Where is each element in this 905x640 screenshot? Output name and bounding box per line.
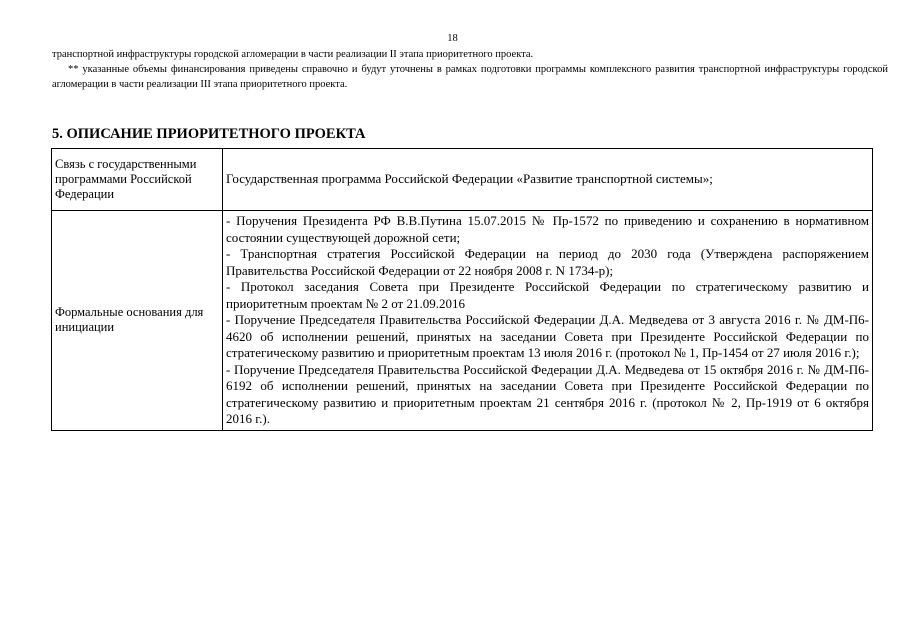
footnote-double-asterisk: ** указанные объемы финансирования приведены справочно и будут уточнены в рамках подготовки программы комплексного развития транспортной инфраструктуры городской агломерации в части реализации III этапа приоритетного проекта. <box>52 64 888 90</box>
row-label-formal-grounds: Формальные основания для инициации <box>52 211 223 431</box>
footnote-continuation: транспортной инфраструктуры городской агломерации в части реализации II этапа приоритетного проекта. <box>52 49 534 60</box>
list-item: - Транспортная стратегия Российской Федерации на период до 2030 года (Утверждена распоряжением Правительства Российской Федерации от 22 ноября 2008 г. N 1734-р); <box>226 246 869 278</box>
list-item: - Поручения Президента РФ В.В.Путина 15.07.2015 № Пр-1572 по приведению и сохранению в нормативном состоянии существующей дорожной сети; <box>226 213 869 245</box>
table-row <box>52 211 873 431</box>
row-content-state-programs: Государственная программа Российской Федерации «Развитие транспортной системы»; <box>223 149 873 211</box>
list-item: - Протокол заседания Совета при Президенте Российской Федерации по стратегическому развитию и приоритетным проектам № 2 от 21.09.2016 <box>226 279 869 311</box>
row-content-formal-grounds <box>223 211 873 431</box>
row-label-state-programs: Связь с государственными программами Российской Федерации <box>52 149 223 211</box>
list-item: - Поручение Председателя Правительства Российской Федерации Д.А. Медведева от 15 октября 2016 г. № ДМ-П6-6192 об исполнении решений, принятых на заседании Совета при Президенте Российской Федерации по стратегическому развитию и приоритетным проектам 21 сентября 2016 г. (протокол № 2, Пр-1919 от 6 октября 2016 г.). <box>226 361 869 426</box>
list-item: - Поручение Председателя Правительства Российской Федерации Д.А. Медведева от 3 августа 2016 г. № ДМ-П6-4620 об исполнении решений, принятых на заседании Совета при Президенте Российской Федерации по стратегическому развитию и приоритетным проектам 13 июля 2016 г. (протокол № 1, Пр-1454 от 27 июля 2016 г.); <box>226 312 869 360</box>
section-heading: 5. ОПИСАНИЕ ПРИОРИТЕТНОГО ПРОЕКТА <box>52 126 366 142</box>
project-description-table <box>51 148 873 431</box>
table-row <box>52 149 873 211</box>
page-number: 18 <box>447 33 458 44</box>
